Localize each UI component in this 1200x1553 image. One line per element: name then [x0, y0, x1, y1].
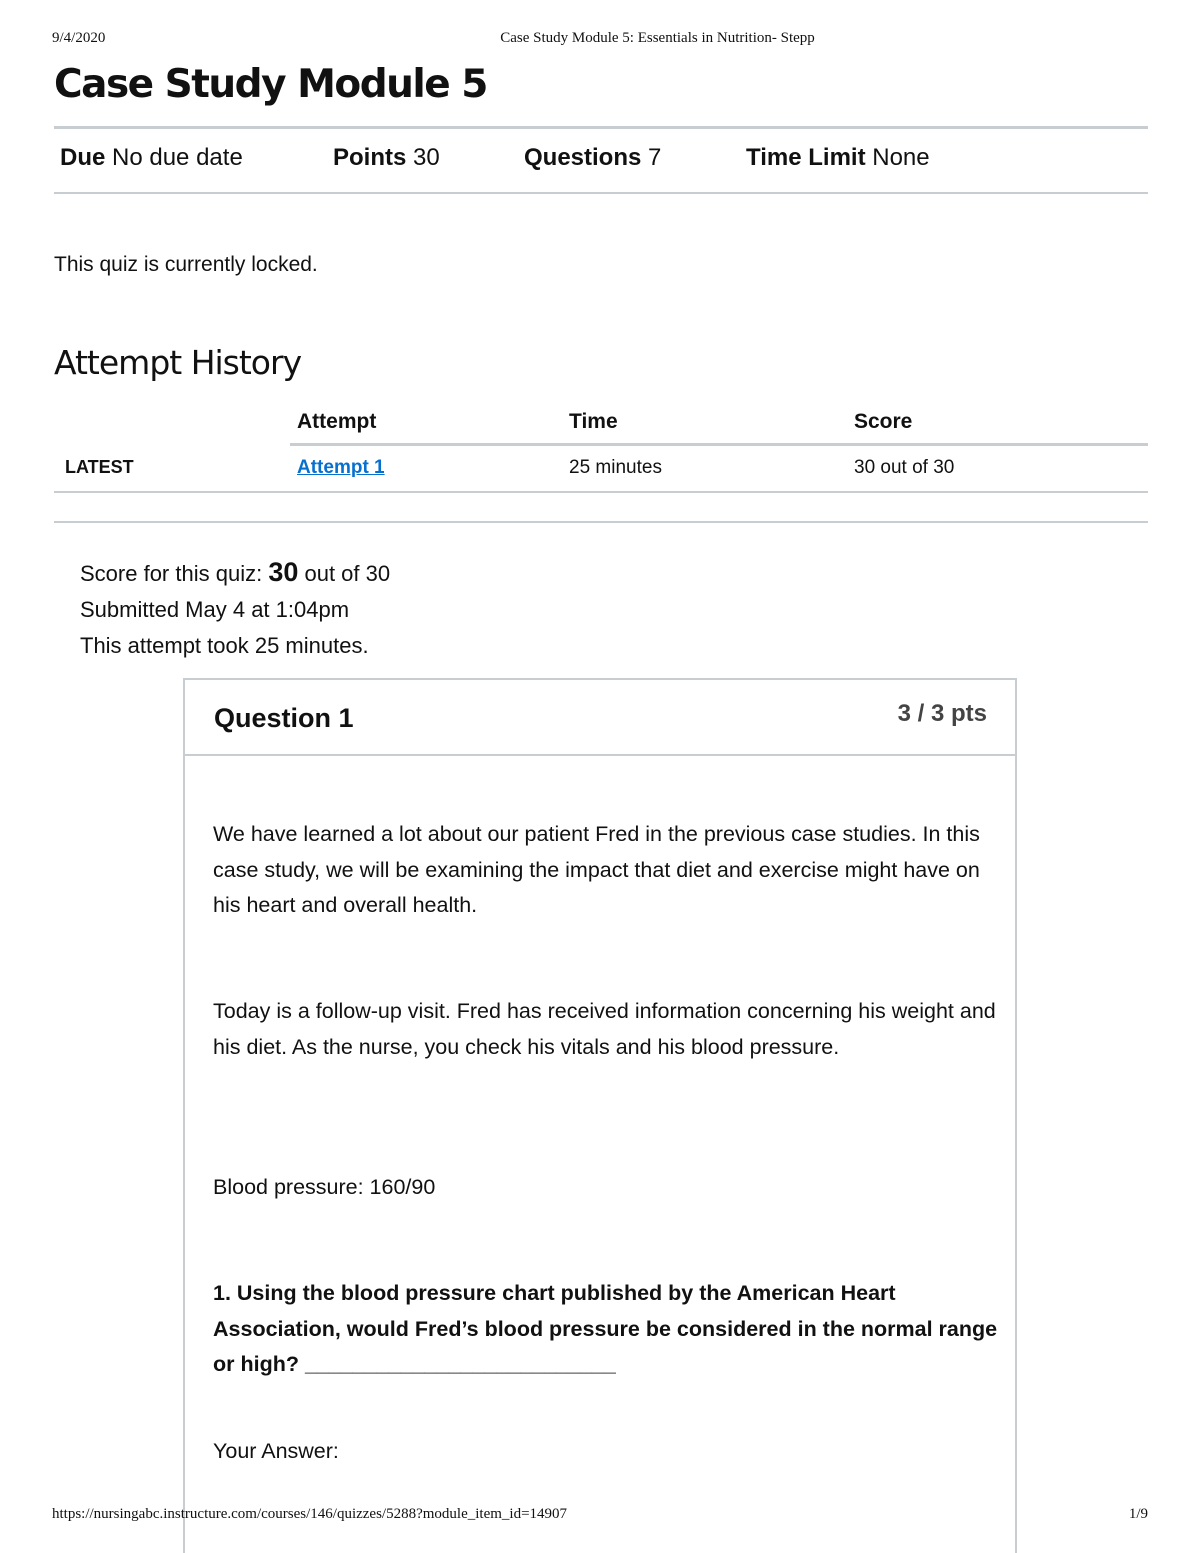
time-limit-value: None	[872, 144, 930, 171]
due-value: No due date	[112, 144, 243, 171]
points-info	[333, 144, 440, 172]
section-divider	[54, 521, 1148, 523]
questions-label: Questions	[524, 144, 642, 171]
score-value: 30	[268, 557, 299, 587]
quiz-meta	[60, 144, 1148, 178]
row-divider	[54, 491, 1148, 493]
attempt-duration: This attempt took 25 minutes.	[80, 633, 369, 658]
score-prefix: Score for this quiz:	[80, 561, 263, 586]
question-paragraph-2: Today is a follow-up visit. Fred has received information concerning his weight and his diet. As the nurse, you check his vitals and his blood pressure.	[213, 999, 996, 1059]
questions-info	[524, 144, 661, 172]
question-points: 3 / 3 pts	[897, 700, 987, 727]
question-paragraph-3: Blood pressure: 160/90	[213, 1175, 436, 1199]
question-header	[185, 680, 1015, 756]
page-title: Case Study Module 5	[54, 62, 487, 107]
attempt-cell	[297, 457, 385, 479]
column-header-attempt: Attempt	[297, 410, 377, 433]
question-title: Question 1	[214, 703, 354, 733]
attempt-history-heading: Attempt History	[54, 343, 302, 382]
score-suffix: out of 30	[304, 561, 391, 586]
title-divider	[54, 126, 1148, 129]
points-value: 30	[413, 144, 440, 171]
questions-value: 7	[648, 144, 662, 171]
print-page-number: 1/9	[1128, 1506, 1148, 1522]
latest-badge: LATEST	[65, 457, 134, 477]
submitted-time: Submitted May 4 at 1:04pm	[80, 597, 350, 622]
print-date: 9/4/2020	[52, 30, 106, 46]
meta-divider	[54, 192, 1148, 194]
column-header-score: Score	[854, 410, 913, 433]
quiz-score-line	[80, 554, 390, 592]
points-label: Points	[333, 144, 407, 171]
time-limit-info	[746, 144, 930, 172]
question-prompt: 1. Using the blood pressure chart published by the American Heart Association, would Fred’s blood pressure be considered in the normal range or high? __________________________	[213, 1281, 998, 1376]
your-answer-label: Your Answer:	[213, 1439, 339, 1463]
due-label: Due	[60, 144, 106, 171]
attempt-1-link[interactable]: Attempt 1	[297, 457, 385, 478]
question-paragraph-1: We have learned a lot about our patient Fred in the previous case studies. In this case study, we will be examining the impact that diet and exercise might have on his heart and overall health.	[213, 822, 980, 917]
locked-message: This quiz is currently locked.	[54, 253, 318, 276]
time-cell: 25 minutes	[569, 457, 662, 478]
table-header	[54, 405, 1148, 443]
print-footer	[0, 1506, 1200, 1526]
print-header	[0, 30, 1200, 50]
time-limit-label: Time Limit	[746, 144, 866, 171]
print-url: https://nursingabc.instructure.com/courses/146/quizzes/5288?module_item_id=14907	[52, 1506, 568, 1522]
table-row	[54, 446, 1148, 492]
score-cell: 30 out of 30	[854, 457, 955, 478]
column-header-time: Time	[569, 410, 618, 433]
print-title: Case Study Module 5: Essentials in Nutrition- Stepp	[500, 30, 815, 46]
score-summary	[80, 554, 390, 664]
question-card	[183, 678, 1017, 1553]
due-info	[60, 144, 243, 172]
